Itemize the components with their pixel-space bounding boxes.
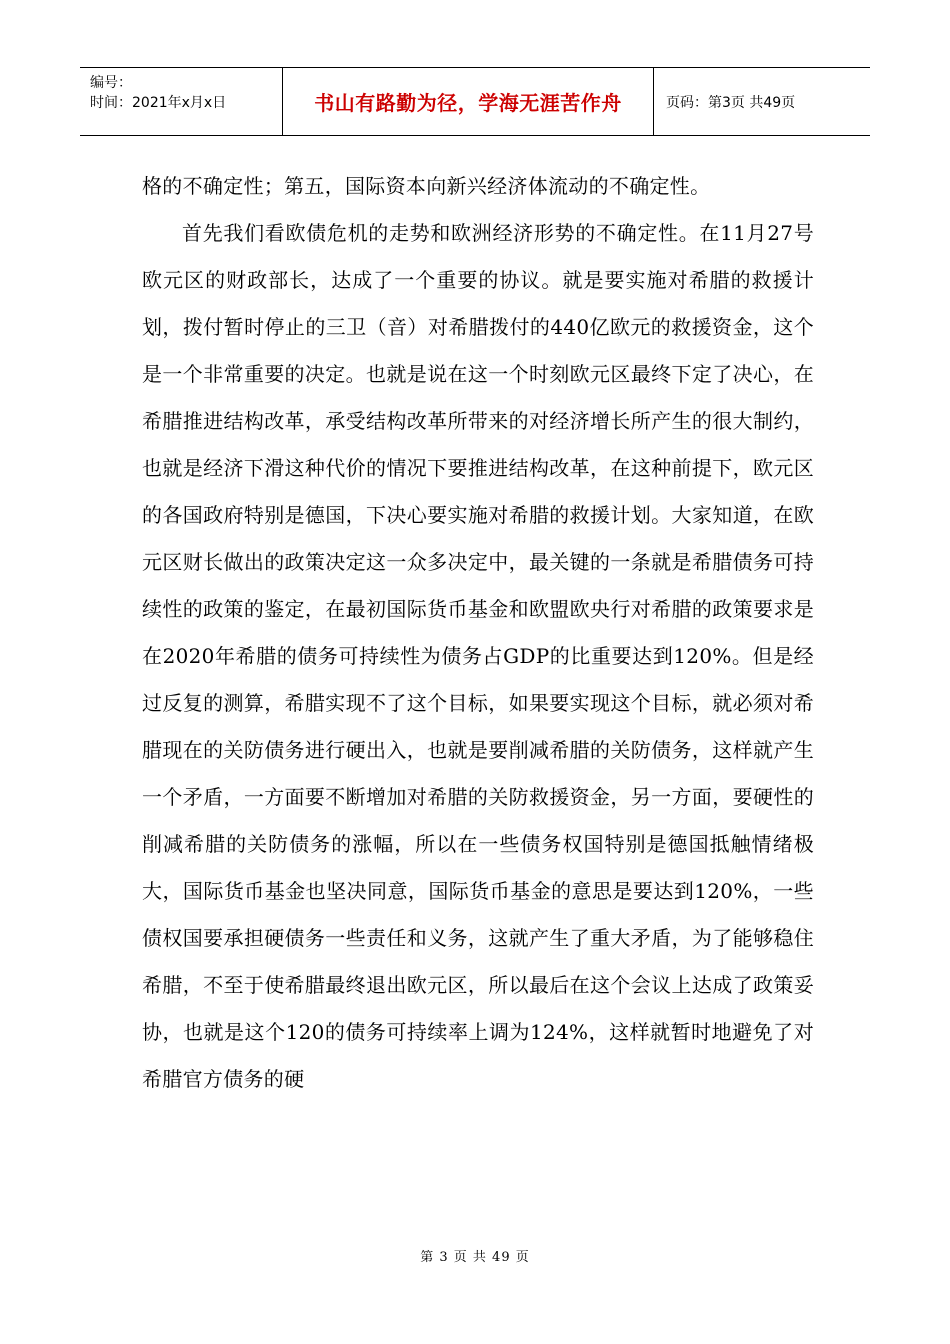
header-motto-cell: [282, 68, 654, 135]
page-header: [80, 67, 870, 136]
document-date: 时间：2021年x月x日: [90, 95, 227, 111]
header-page-number: 页码：第3页 共49页: [666, 94, 796, 111]
header-motto: 书山有路勤为径，学海无涯苦作舟: [314, 91, 622, 115]
page-footer: [0, 1246, 950, 1265]
paragraph: 首先我们看欧债危机的走势和欧洲经济形势的不确定性。在11月27号欧元区的财政部长，达成了一个重要的协议。就是要实施对希腊的救援计划，拨付暂时停止的三卫（音）对希腊拨付的440亿欧元的救援资金，这个是一个非常重要的决定。也就是说在这一个时刻欧元区最终下定了决心，在希腊推进结构改革，承受结构改革所带来的对经济增长所产生的很大制约，也就是经济下滑这种代价的情况下要推进结构改革，在这种前提下，欧元区的各国政府特别是德国，下决心要实施对希腊的救援计划。大家知道，在欧元区财长做出的政策决定这一众多决定中，最关键的一条就是希腊债务可持续性的政策的鉴定，在最初国际货币基金和欧盟欧央行对希腊的政策要求是在2020年希腊的债务可持续性为债务占GDP的比重要达到120%。但是经过反复的测算，希腊实现不了这个目标，如果要实现这个目标，就必须对希腊现在的关防债务进行硬出入，也就是要削减希腊的关防债务，这样就产生一个矛盾，一方面要不断增加对希腊的关防救援资金，另一方面，要硬性的削减希腊的关防债务的涨幅，所以在一些债务权国特别是德国抵触情绪极大，国际货币基金也坚决同意，国际货币基金的意思是要达到120%，一些债权国要承担硬债务一些责任和义务，这就产生了重大矛盾，为了能够稳住希腊，不至于使希腊最终退出欧元区，所以最后在这个会议上达成了政策妥协，也就是这个120的债务可持续率上调为124%，这样就暂时地避免了对希腊官方债务的硬: [142, 221, 814, 1091]
footer-page-number: 第 3 页 共 49 页: [420, 1250, 530, 1265]
document-number-label: 编号：: [90, 75, 132, 91]
header-page-cell: [654, 68, 870, 135]
document-body: [142, 163, 814, 1103]
paragraph-continuation: 格的不确定性；第五，国际资本向新兴经济体流动的不确定性。: [142, 174, 711, 198]
header-meta: [80, 68, 282, 135]
